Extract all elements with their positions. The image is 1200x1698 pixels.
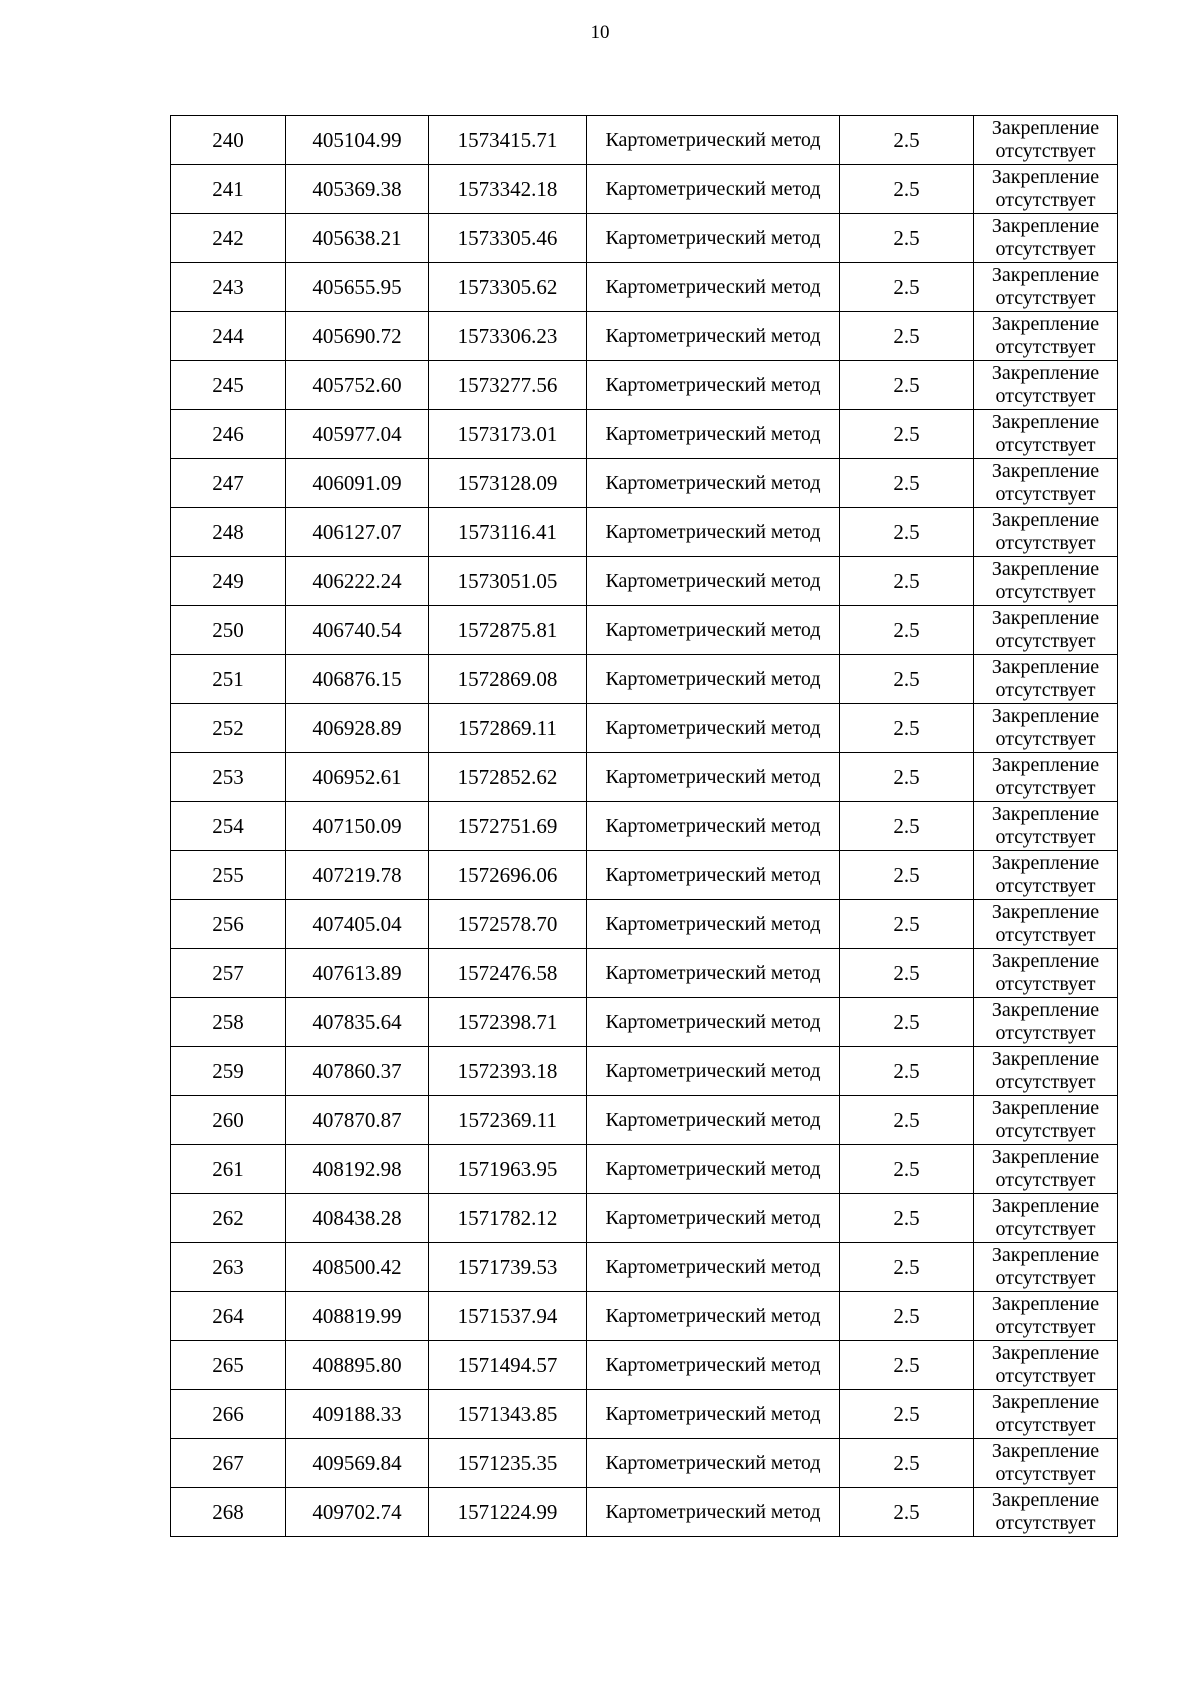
- method-cell: Картометрический метод: [587, 1047, 840, 1096]
- table-row: [171, 802, 1118, 851]
- point-number-cell: 265: [171, 1341, 286, 1390]
- accuracy-cell: 2.5: [840, 900, 974, 949]
- accuracy-cell: 2.5: [840, 410, 974, 459]
- method-cell: Картометрический метод: [587, 753, 840, 802]
- y-coordinate-cell: 1572869.11: [429, 704, 587, 753]
- fixation-line-2: отсутствует: [995, 1120, 1096, 1142]
- fixation-line-2: отсутствует: [995, 140, 1096, 162]
- fixation-line-1: Закрепление: [991, 1440, 1100, 1462]
- x-coordinate-cell: 405690.72: [286, 312, 429, 361]
- accuracy-cell: 2.5: [840, 312, 974, 361]
- y-coordinate-cell: 1572369.11: [429, 1096, 587, 1145]
- x-coordinate-cell: 406740.54: [286, 606, 429, 655]
- fixation-line-1: Закрепление: [991, 1195, 1100, 1217]
- fixation-line-1: Закрепление: [991, 215, 1100, 237]
- table-row: [171, 116, 1118, 165]
- point-number-cell: 250: [171, 606, 286, 655]
- accuracy-cell: 2.5: [840, 1145, 974, 1194]
- table-row: [171, 263, 1118, 312]
- fixation-line-1: Закрепление: [991, 460, 1100, 482]
- x-coordinate-cell: 407405.04: [286, 900, 429, 949]
- point-number-cell: 266: [171, 1390, 286, 1439]
- y-coordinate-cell: 1572578.70: [429, 900, 587, 949]
- fixation-line-2: отсутствует: [995, 385, 1096, 407]
- accuracy-cell: 2.5: [840, 1047, 974, 1096]
- fixation-cell: [974, 753, 1118, 802]
- fixation-line-2: отсутствует: [995, 1169, 1096, 1191]
- fixation-line-1: Закрепление: [991, 117, 1100, 139]
- accuracy-cell: 2.5: [840, 949, 974, 998]
- fixation-cell: [974, 312, 1118, 361]
- x-coordinate-cell: 408500.42: [286, 1243, 429, 1292]
- accuracy-cell: 2.5: [840, 116, 974, 165]
- fixation-line-2: отсутствует: [995, 1022, 1096, 1044]
- point-number-cell: 246: [171, 410, 286, 459]
- table-row: [171, 606, 1118, 655]
- y-coordinate-cell: 1571235.35: [429, 1439, 587, 1488]
- accuracy-cell: 2.5: [840, 1096, 974, 1145]
- coordinates-table: [170, 115, 1118, 1537]
- accuracy-cell: 2.5: [840, 655, 974, 704]
- table-row: [171, 410, 1118, 459]
- point-number-cell: 243: [171, 263, 286, 312]
- accuracy-cell: 2.5: [840, 1243, 974, 1292]
- point-number-cell: 259: [171, 1047, 286, 1096]
- fixation-cell: [974, 655, 1118, 704]
- y-coordinate-cell: 1571343.85: [429, 1390, 587, 1439]
- accuracy-cell: 2.5: [840, 1488, 974, 1537]
- method-cell: Картометрический метод: [587, 1243, 840, 1292]
- x-coordinate-cell: 406876.15: [286, 655, 429, 704]
- table-row: [171, 1341, 1118, 1390]
- fixation-line-1: Закрепление: [991, 607, 1100, 629]
- method-cell: Картометрический метод: [587, 116, 840, 165]
- fixation-line-2: отсутствует: [995, 973, 1096, 995]
- fixation-cell: [974, 214, 1118, 263]
- method-cell: Картометрический метод: [587, 949, 840, 998]
- accuracy-cell: 2.5: [840, 361, 974, 410]
- y-coordinate-cell: 1573051.05: [429, 557, 587, 606]
- fixation-line-1: Закрепление: [991, 411, 1100, 433]
- y-coordinate-cell: 1573305.46: [429, 214, 587, 263]
- x-coordinate-cell: 405104.99: [286, 116, 429, 165]
- point-number-cell: 264: [171, 1292, 286, 1341]
- y-coordinate-cell: 1572398.71: [429, 998, 587, 1047]
- table-row: [171, 361, 1118, 410]
- method-cell: Картометрический метод: [587, 1390, 840, 1439]
- method-cell: Картометрический метод: [587, 655, 840, 704]
- point-number-cell: 249: [171, 557, 286, 606]
- fixation-line-2: отсутствует: [995, 1365, 1096, 1387]
- method-cell: Картометрический метод: [587, 1096, 840, 1145]
- method-cell: Картометрический метод: [587, 606, 840, 655]
- x-coordinate-cell: 408192.98: [286, 1145, 429, 1194]
- x-coordinate-cell: 407613.89: [286, 949, 429, 998]
- method-cell: Картометрический метод: [587, 459, 840, 508]
- fixation-cell: [974, 1488, 1118, 1537]
- point-number-cell: 263: [171, 1243, 286, 1292]
- fixation-cell: [974, 704, 1118, 753]
- accuracy-cell: 2.5: [840, 263, 974, 312]
- fixation-cell: [974, 263, 1118, 312]
- table-row: [171, 165, 1118, 214]
- table-row: [171, 1390, 1118, 1439]
- accuracy-cell: 2.5: [840, 753, 974, 802]
- fixation-line-1: Закрепление: [991, 1048, 1100, 1070]
- accuracy-cell: 2.5: [840, 802, 974, 851]
- table-row: [171, 1145, 1118, 1194]
- fixation-line-1: Закрепление: [991, 362, 1100, 384]
- fixation-line-2: отсутствует: [995, 777, 1096, 799]
- x-coordinate-cell: 407219.78: [286, 851, 429, 900]
- point-number-cell: 261: [171, 1145, 286, 1194]
- fixation-cell: [974, 1341, 1118, 1390]
- fixation-line-2: отсутствует: [995, 875, 1096, 897]
- x-coordinate-cell: 409569.84: [286, 1439, 429, 1488]
- y-coordinate-cell: 1573277.56: [429, 361, 587, 410]
- fixation-line-2: отсутствует: [995, 434, 1096, 456]
- accuracy-cell: 2.5: [840, 1439, 974, 1488]
- method-cell: Картометрический метод: [587, 263, 840, 312]
- y-coordinate-cell: 1572852.62: [429, 753, 587, 802]
- method-cell: Картометрический метод: [587, 851, 840, 900]
- fixation-line-1: Закрепление: [991, 166, 1100, 188]
- fixation-line-2: отсутствует: [995, 1071, 1096, 1093]
- point-number-cell: 241: [171, 165, 286, 214]
- point-number-cell: 244: [171, 312, 286, 361]
- y-coordinate-cell: 1571224.99: [429, 1488, 587, 1537]
- accuracy-cell: 2.5: [840, 508, 974, 557]
- x-coordinate-cell: 409702.74: [286, 1488, 429, 1537]
- fixation-line-1: Закрепление: [991, 656, 1100, 678]
- x-coordinate-cell: 408819.99: [286, 1292, 429, 1341]
- table-row: [171, 1194, 1118, 1243]
- fixation-line-2: отсутствует: [995, 1316, 1096, 1338]
- fixation-cell: [974, 1243, 1118, 1292]
- fixation-line-1: Закрепление: [991, 705, 1100, 727]
- fixation-cell: [974, 1390, 1118, 1439]
- fixation-line-1: Закрепление: [991, 901, 1100, 923]
- x-coordinate-cell: 405369.38: [286, 165, 429, 214]
- accuracy-cell: 2.5: [840, 606, 974, 655]
- method-cell: Картометрический метод: [587, 508, 840, 557]
- fixation-cell: [974, 557, 1118, 606]
- table-row: [171, 655, 1118, 704]
- point-number-cell: 268: [171, 1488, 286, 1537]
- table-row: [171, 753, 1118, 802]
- y-coordinate-cell: 1573415.71: [429, 116, 587, 165]
- point-number-cell: 248: [171, 508, 286, 557]
- fixation-cell: [974, 116, 1118, 165]
- fixation-line-2: отсутствует: [995, 630, 1096, 652]
- method-cell: Картометрический метод: [587, 361, 840, 410]
- y-coordinate-cell: 1573173.01: [429, 410, 587, 459]
- fixation-line-2: отсутствует: [995, 1218, 1096, 1240]
- method-cell: Картометрический метод: [587, 410, 840, 459]
- table-row: [171, 1096, 1118, 1145]
- accuracy-cell: 2.5: [840, 851, 974, 900]
- fixation-line-1: Закрепление: [991, 999, 1100, 1021]
- fixation-cell: [974, 410, 1118, 459]
- fixation-line-2: отсутствует: [995, 1512, 1096, 1534]
- accuracy-cell: 2.5: [840, 165, 974, 214]
- x-coordinate-cell: 405638.21: [286, 214, 429, 263]
- point-number-cell: 252: [171, 704, 286, 753]
- fixation-line-2: отсутствует: [995, 483, 1096, 505]
- x-coordinate-cell: 406928.89: [286, 704, 429, 753]
- method-cell: Картометрический метод: [587, 900, 840, 949]
- method-cell: Картометрический метод: [587, 1292, 840, 1341]
- method-cell: Картометрический метод: [587, 557, 840, 606]
- y-coordinate-cell: 1573128.09: [429, 459, 587, 508]
- point-number-cell: 260: [171, 1096, 286, 1145]
- x-coordinate-cell: 406222.24: [286, 557, 429, 606]
- y-coordinate-cell: 1573116.41: [429, 508, 587, 557]
- table-row: [171, 557, 1118, 606]
- table-row: [171, 1047, 1118, 1096]
- y-coordinate-cell: 1571537.94: [429, 1292, 587, 1341]
- fixation-line-1: Закрепление: [991, 803, 1100, 825]
- point-number-cell: 254: [171, 802, 286, 851]
- fixation-line-2: отсутствует: [995, 238, 1096, 260]
- fixation-cell: [974, 1047, 1118, 1096]
- table-row: [171, 214, 1118, 263]
- table-row: [171, 998, 1118, 1047]
- method-cell: Картометрический метод: [587, 1439, 840, 1488]
- fixation-line-1: Закрепление: [991, 1097, 1100, 1119]
- fixation-line-1: Закрепление: [991, 754, 1100, 776]
- x-coordinate-cell: 409188.33: [286, 1390, 429, 1439]
- fixation-cell: [974, 1292, 1118, 1341]
- accuracy-cell: 2.5: [840, 704, 974, 753]
- accuracy-cell: 2.5: [840, 214, 974, 263]
- fixation-cell: [974, 1096, 1118, 1145]
- accuracy-cell: 2.5: [840, 1292, 974, 1341]
- point-number-cell: 258: [171, 998, 286, 1047]
- y-coordinate-cell: 1573305.62: [429, 263, 587, 312]
- y-coordinate-cell: 1572476.58: [429, 949, 587, 998]
- table-row: [171, 1439, 1118, 1488]
- point-number-cell: 247: [171, 459, 286, 508]
- fixation-cell: [974, 900, 1118, 949]
- y-coordinate-cell: 1572696.06: [429, 851, 587, 900]
- fixation-line-1: Закрепление: [991, 1391, 1100, 1413]
- fixation-line-1: Закрепление: [991, 1489, 1100, 1511]
- table-row: [171, 704, 1118, 753]
- fixation-line-1: Закрепление: [991, 264, 1100, 286]
- fixation-cell: [974, 851, 1118, 900]
- accuracy-cell: 2.5: [840, 1194, 974, 1243]
- fixation-line-1: Закрепление: [991, 1293, 1100, 1315]
- x-coordinate-cell: 406127.07: [286, 508, 429, 557]
- fixation-line-2: отсутствует: [995, 336, 1096, 358]
- accuracy-cell: 2.5: [840, 1341, 974, 1390]
- fixation-cell: [974, 508, 1118, 557]
- x-coordinate-cell: 408438.28: [286, 1194, 429, 1243]
- method-cell: Картометрический метод: [587, 312, 840, 361]
- fixation-line-2: отсутствует: [995, 1267, 1096, 1289]
- point-number-cell: 242: [171, 214, 286, 263]
- fixation-cell: [974, 802, 1118, 851]
- fixation-line-1: Закрепление: [991, 1146, 1100, 1168]
- x-coordinate-cell: 405977.04: [286, 410, 429, 459]
- fixation-line-1: Закрепление: [991, 1342, 1100, 1364]
- point-number-cell: 262: [171, 1194, 286, 1243]
- fixation-line-2: отсутствует: [995, 532, 1096, 554]
- accuracy-cell: 2.5: [840, 1390, 974, 1439]
- table-row: [171, 1488, 1118, 1537]
- fixation-cell: [974, 459, 1118, 508]
- fixation-line-1: Закрепление: [991, 313, 1100, 335]
- fixation-line-2: отсутствует: [995, 189, 1096, 211]
- x-coordinate-cell: 407870.87: [286, 1096, 429, 1145]
- point-number-cell: 257: [171, 949, 286, 998]
- y-coordinate-cell: 1573342.18: [429, 165, 587, 214]
- fixation-cell: [974, 949, 1118, 998]
- fixation-line-2: отсутствует: [995, 728, 1096, 750]
- x-coordinate-cell: 405752.60: [286, 361, 429, 410]
- point-number-cell: 267: [171, 1439, 286, 1488]
- table-row: [171, 508, 1118, 557]
- fixation-line-1: Закрепление: [991, 852, 1100, 874]
- method-cell: Картометрический метод: [587, 1341, 840, 1390]
- point-number-cell: 255: [171, 851, 286, 900]
- table-row: [171, 312, 1118, 361]
- fixation-line-2: отсутствует: [995, 1414, 1096, 1436]
- y-coordinate-cell: 1573306.23: [429, 312, 587, 361]
- fixation-line-1: Закрепление: [991, 509, 1100, 531]
- x-coordinate-cell: 406091.09: [286, 459, 429, 508]
- point-number-cell: 251: [171, 655, 286, 704]
- fixation-line-2: отсутствует: [995, 826, 1096, 848]
- method-cell: Картометрический метод: [587, 802, 840, 851]
- method-cell: Картометрический метод: [587, 165, 840, 214]
- y-coordinate-cell: 1572869.08: [429, 655, 587, 704]
- coordinates-table-body: [171, 116, 1118, 1537]
- fixation-line-2: отсутствует: [995, 924, 1096, 946]
- fixation-cell: [974, 1145, 1118, 1194]
- fixation-cell: [974, 1194, 1118, 1243]
- y-coordinate-cell: 1572751.69: [429, 802, 587, 851]
- fixation-line-1: Закрепление: [991, 558, 1100, 580]
- accuracy-cell: 2.5: [840, 998, 974, 1047]
- fixation-cell: [974, 998, 1118, 1047]
- x-coordinate-cell: 407860.37: [286, 1047, 429, 1096]
- y-coordinate-cell: 1572393.18: [429, 1047, 587, 1096]
- fixation-line-2: отсутствует: [995, 581, 1096, 603]
- y-coordinate-cell: 1571494.57: [429, 1341, 587, 1390]
- fixation-cell: [974, 1439, 1118, 1488]
- x-coordinate-cell: 406952.61: [286, 753, 429, 802]
- table-row: [171, 900, 1118, 949]
- y-coordinate-cell: 1571739.53: [429, 1243, 587, 1292]
- y-coordinate-cell: 1571782.12: [429, 1194, 587, 1243]
- accuracy-cell: 2.5: [840, 459, 974, 508]
- method-cell: Картометрический метод: [587, 214, 840, 263]
- x-coordinate-cell: 407835.64: [286, 998, 429, 1047]
- fixation-cell: [974, 606, 1118, 655]
- method-cell: Картометрический метод: [587, 1145, 840, 1194]
- y-coordinate-cell: 1571963.95: [429, 1145, 587, 1194]
- point-number-cell: 245: [171, 361, 286, 410]
- point-number-cell: 253: [171, 753, 286, 802]
- table-row: [171, 459, 1118, 508]
- fixation-line-2: отсутствует: [995, 679, 1096, 701]
- fixation-cell: [974, 165, 1118, 214]
- fixation-line-1: Закрепление: [991, 1244, 1100, 1266]
- point-number-cell: 240: [171, 116, 286, 165]
- page-number: 10: [590, 22, 610, 43]
- point-number-cell: 256: [171, 900, 286, 949]
- fixation-line-2: отсутствует: [995, 287, 1096, 309]
- method-cell: Картометрический метод: [587, 1488, 840, 1537]
- accuracy-cell: 2.5: [840, 557, 974, 606]
- x-coordinate-cell: 408895.80: [286, 1341, 429, 1390]
- table-row: [171, 949, 1118, 998]
- fixation-line-1: Закрепление: [991, 950, 1100, 972]
- method-cell: Картометрический метод: [587, 1194, 840, 1243]
- table-row: [171, 1292, 1118, 1341]
- table-row: [171, 851, 1118, 900]
- fixation-line-2: отсутствует: [995, 1463, 1096, 1485]
- fixation-cell: [974, 361, 1118, 410]
- table-row: [171, 1243, 1118, 1292]
- method-cell: Картометрический метод: [587, 998, 840, 1047]
- method-cell: Картометрический метод: [587, 704, 840, 753]
- x-coordinate-cell: 405655.95: [286, 263, 429, 312]
- x-coordinate-cell: 407150.09: [286, 802, 429, 851]
- y-coordinate-cell: 1572875.81: [429, 606, 587, 655]
